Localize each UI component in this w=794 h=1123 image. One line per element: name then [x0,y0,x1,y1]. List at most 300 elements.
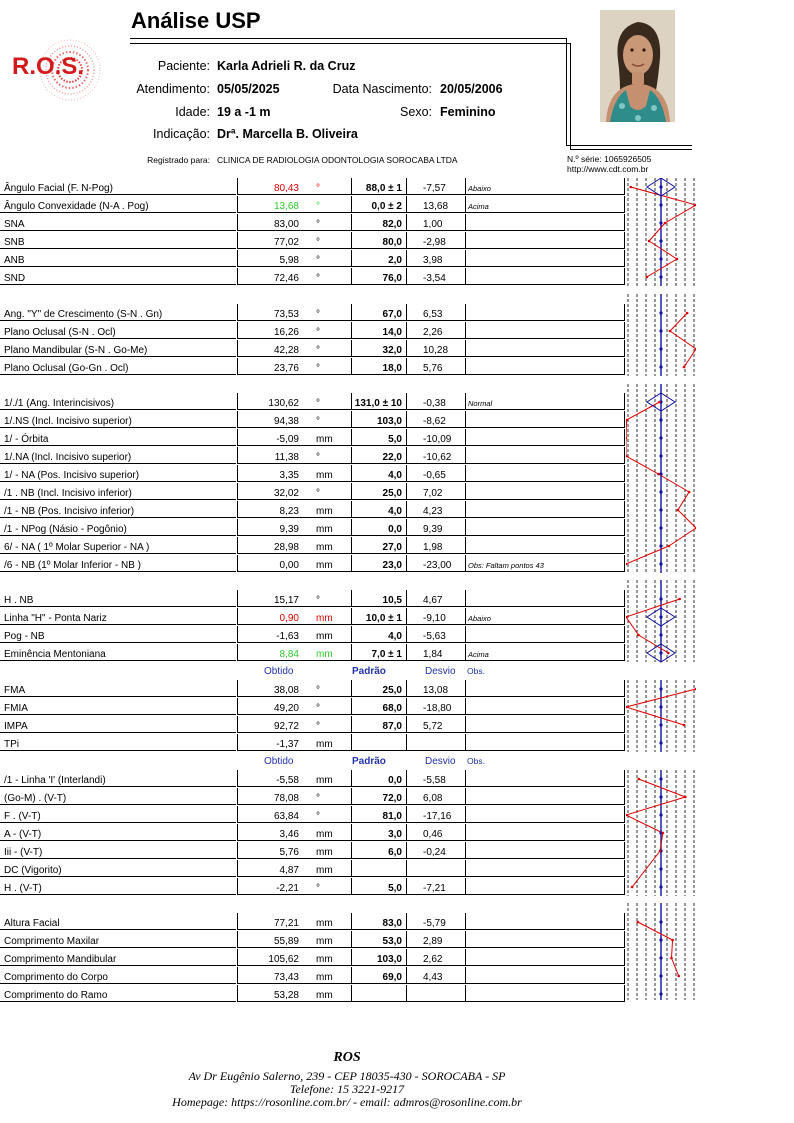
obtido-value: 8,84 [279,649,299,660]
obtido-value: 32,02 [273,488,299,499]
measure-obs [465,358,625,375]
measure-padrao: 131,0 ± 10 [351,393,406,410]
measure-desvio: -3,54 [406,268,465,285]
graph-deviation-segment [638,635,668,653]
graph-standard-point [659,651,662,654]
measure-obs [465,214,625,231]
measure-padrao: 76,0 [351,268,406,285]
measure-padrao: 0,0 ± 2 [351,196,406,213]
obtido-value: 73,43 [273,972,299,983]
obtido-unit: mm [316,434,333,445]
graph-standard-point [659,454,662,457]
measure-desvio: 7,02 [406,483,465,500]
measure-obtido [237,860,351,877]
obtido-value: 94,38 [273,416,299,427]
obtido-value: 28,98 [273,542,299,553]
measure-obs [465,860,625,877]
measure-desvio: -5,63 [406,626,465,643]
graph-standard-point [659,490,662,493]
measure-name: A - (V-T) [0,824,236,841]
graph-deviation-point [669,330,672,333]
obtido-value: 5,76 [279,847,299,858]
graph-deviation-segment [678,510,696,528]
graph-deviation-point [670,957,673,960]
header-obtido-2: Obtido [264,756,294,767]
sexo-label: Sexo: [400,105,432,119]
graph-deviation-point [637,634,640,637]
paciente-value: Karla Adrieli R. da Cruz [217,59,356,73]
graph-deviation-segment [671,940,672,958]
measure-obtido [237,770,351,787]
measure-desvio: 0,46 [406,824,465,841]
measure-name: F . (V-T) [0,806,236,823]
measure-padrao: 4,0 [351,501,406,518]
header-frame-bottom [566,145,692,146]
obtido-value: 23,76 [273,363,299,374]
measure-desvio: 4,67 [406,590,465,607]
measure-padrao: 5,0 [351,878,406,895]
graph-standard-point [659,347,662,350]
obtido-value: 72,46 [273,273,299,284]
measure-desvio [406,860,465,877]
header-frame-bottom-inner [570,149,692,150]
graph-deviation-point [678,598,681,601]
measure-obs [465,698,625,715]
obtido-value: 78,08 [273,793,299,804]
graph-deviation-segment [658,474,689,492]
measure-desvio: -9,10 [406,608,465,625]
graph-standard-point [659,185,662,188]
obtido-unit: ° [316,721,320,732]
obtido-unit: mm [316,649,333,660]
obtido-value: 9,39 [279,524,299,535]
obtido-value: 83,00 [273,219,299,230]
graph-deviation-segment [626,420,627,438]
obtido-unit: mm [316,936,333,947]
obtido-unit: ° [316,273,320,284]
measure-desvio: -23,00 [406,555,465,572]
obtido-value: 77,21 [273,918,299,929]
graph-standard-point [659,365,662,368]
measure-obs [465,232,625,249]
header-desvio-1: Desvio [425,666,456,677]
graph-standard-point [659,436,662,439]
measure-name: Eminência Mentoniana [0,644,236,661]
measure-desvio: -10,09 [406,429,465,446]
measure-name: H . (V-T) [0,878,236,895]
obtido-unit: ° [316,811,320,822]
measure-obtido [237,429,351,446]
obtido-value: 4,87 [279,865,299,876]
measure-name: 1/./1 (Ang. Interincisivos) [0,393,236,410]
measure-obtido [237,716,351,733]
sexo-value: Feminino [440,105,496,119]
obtido-unit: ° [316,398,320,409]
measure-obs: Normal [465,393,625,410]
measure-obtido [237,698,351,715]
measure-padrao: 88,0 ± 1 [351,178,406,195]
graph-deviation-point [671,939,674,942]
measure-name: 1/ - NA (Pos. Incisivo superior) [0,465,236,482]
measure-name: /1 - NPog (Násio - Pogônio) [0,519,236,536]
measure-padrao: 72,0 [351,788,406,805]
obtido-value: 77,02 [273,237,299,248]
indicacao-label: Indicação: [153,127,210,141]
measure-obs [465,429,625,446]
site-url: http://www.cdt.com.br [567,164,649,174]
header-obtido-1: Obtido [264,666,294,677]
measure-padrao: 3,0 [351,824,406,841]
measure-name: 1/ - Órbita [0,429,236,446]
measure-name: FMIA [0,698,236,715]
obtido-unit: ° [316,595,320,606]
graph-standard-point [659,257,662,260]
graph-deviation-point [658,401,661,404]
measure-padrao: 67,0 [351,304,406,321]
obtido-unit: ° [316,327,320,338]
measure-desvio: 6,53 [406,304,465,321]
graph-standard-point [659,938,662,941]
measure-padrao: 0,0 [351,519,406,536]
graph-deviation-segment [626,456,658,474]
measure-obs: Abaixo [465,608,625,625]
graph-deviation-point [662,832,665,835]
obtido-value: 73,53 [273,309,299,320]
measure-obs [465,537,625,554]
obtido-value: 80,43 [273,183,299,194]
measure-obs [465,590,625,607]
measure-obs: Acima [465,644,625,661]
measure-obs [465,734,625,751]
obtido-value: 0,90 [279,613,299,624]
graph-standard-point [659,544,662,547]
measure-desvio: 13,08 [406,680,465,697]
obtido-value: -1,37 [276,739,299,750]
obtido-unit: mm [316,829,333,840]
measure-padrao: 69,0 [351,967,406,984]
measure-obtido [237,447,351,464]
ros-logo [10,38,120,108]
measure-padrao: 68,0 [351,698,406,715]
measure-name: /1 . NB (Incl. Incisivo inferior) [0,483,236,500]
measure-obtido [237,501,351,518]
measure-name: (Go-M) . (V-T) [0,788,236,805]
measure-obtido [237,555,351,572]
graph-deviation-segment [665,205,696,223]
measure-name: /1 - NB (Pos. Incisivo inferior) [0,501,236,518]
measure-desvio: 4,43 [406,967,465,984]
measure-obs [465,770,625,787]
measure-obs [465,304,625,321]
measure-padrao: 53,0 [351,931,406,948]
graph-standard-point [659,705,662,708]
measure-obs [465,483,625,500]
registrado-value: CLINICA DE RADIOLOGIA ODONTOLOGIA SOROCABA LTDA [217,155,458,165]
graph-deviation-segment [671,958,678,976]
obtido-unit: mm [316,972,333,983]
measure-name: Ângulo Convexidade (N-A . Pog) [0,196,236,213]
measure-name: 1/.NA (Incl. Incisivo superior) [0,447,236,464]
graph-deviation-point [657,473,660,476]
footer-org: ROS [333,1050,361,1065]
graph-standard-point [659,472,662,475]
measure-name: Linha "H" - Ponta Nariz [0,608,236,625]
footer-address: Av Dr Eugênio Salerno, 239 - CEP 18035-430 - SOROCABA - SP [188,1069,506,1083]
indicacao-value: Drª. Marcella B. Oliveira [217,127,358,141]
obtido-unit: ° [316,309,320,320]
graph-deviation-point [629,186,632,189]
graph-standard-point [659,526,662,529]
measure-padrao: 87,0 [351,716,406,733]
graph-deviation-point [659,850,662,853]
measure-name: Plano Oclusal (S-N . Ocl) [0,322,236,339]
measure-padrao: 25,0 [351,680,406,697]
obtido-unit: mm [316,506,333,517]
serie-info [567,154,651,174]
obtido-unit: ° [316,488,320,499]
measure-desvio: -0,38 [406,393,465,410]
header-obs-1: Obs. [467,666,485,676]
serie-number: N.º série: 1065926505 [567,154,652,164]
measure-obtido [237,268,351,285]
graph-deviation-segment [626,815,663,833]
measure-padrao: 18,0 [351,358,406,375]
graph-standard-point [659,992,662,995]
obtido-unit: ° [316,883,320,894]
measure-desvio: -0,24 [406,842,465,859]
graph-deviation-point [637,921,640,924]
measure-obtido [237,913,351,930]
obtido-unit: mm [316,560,333,571]
graph-deviation-point [684,796,687,799]
measure-obs [465,824,625,841]
obtido-value: -5,09 [276,434,299,445]
measure-obs [465,322,625,339]
graph-standard-point [659,867,662,870]
graph-deviation-point [667,652,670,655]
obtido-unit: ° [316,219,320,230]
graph-deviation-point [637,778,640,781]
measure-obs [465,465,625,482]
obtido-unit: mm [316,631,333,642]
measure-desvio: -8,62 [406,411,465,428]
graph-deviation-segment [647,259,677,277]
obtido-unit: ° [316,793,320,804]
measure-padrao: 7,0 ± 1 [351,644,406,661]
measure-obtido [237,465,351,482]
graph-standard-point [659,956,662,959]
obtido-unit: ° [316,363,320,374]
measure-obtido [237,178,351,195]
measure-obtido [237,608,351,625]
obtido-value: 42,28 [273,345,299,356]
measure-padrao: 82,0 [351,214,406,231]
deviation-graph [626,178,696,1000]
measure-obtido [237,519,351,536]
paciente-label: Paciente: [157,59,210,73]
measure-name: /1 - Linha 'I' (Interlandi) [0,770,236,787]
obtido-unit: mm [316,775,333,786]
graph-standard-point [659,633,662,636]
measure-desvio: 2,89 [406,931,465,948]
measure-padrao [351,734,406,751]
measure-name: Comprimento do Ramo [0,985,236,1002]
measure-padrao: 27,0 [351,537,406,554]
obtido-value: 92,72 [273,721,299,732]
measure-obtido [237,393,351,410]
graph-deviation-point [695,688,696,691]
graph-deviation-point [626,437,627,440]
idade-value: 19 a -1 m [217,105,271,119]
measure-obtido [237,250,351,267]
measure-name: FMA [0,680,236,697]
measure-name: Comprimento do Corpo [0,967,236,984]
obtido-unit: mm [316,847,333,858]
measure-name: Plano Oclusal (Go-Gn . Ocl) [0,358,236,375]
graph-deviation-point [631,886,634,889]
nascimento-value: 20/05/2006 [440,82,503,96]
measure-name: /6 - NB (1º Molar Inferior - NB ) [0,555,236,572]
measure-obtido [237,358,351,375]
measure-obtido [237,644,351,661]
graph-deviation-segment [626,546,669,564]
graph-standard-point [659,795,662,798]
measure-obtido [237,232,351,249]
obtido-unit: ° [316,452,320,463]
measure-obtido [237,340,351,357]
obtido-value: -2,21 [276,883,299,894]
measure-name: Ang. "Y" de Crescimento (S-N . Gn) [0,304,236,321]
nascimento-label: Data Nascimento: [332,82,432,96]
measure-obtido [237,537,351,554]
measure-obs [465,519,625,536]
measure-name: Iii - (V-T) [0,842,236,859]
footer-phone: Telefone: 15 3221-9217 [289,1082,405,1096]
measure-obtido [237,967,351,984]
measure-padrao: 25,0 [351,483,406,500]
obtido-value: -5,58 [276,775,299,786]
graph-deviation-point [664,222,667,225]
obtido-value: 13,68 [273,201,299,212]
obtido-value: 3,35 [279,470,299,481]
measure-name: Ângulo Facial (F. N-Pog) [0,178,236,195]
measure-padrao: 4,0 [351,465,406,482]
graph-deviation-point [683,366,686,369]
measure-desvio [406,985,465,1002]
registrado-label: Registrado para: [147,155,210,165]
measure-desvio: 1,84 [406,644,465,661]
measure-desvio: 1,98 [406,537,465,554]
graph-deviation-point [686,312,689,315]
graph-standard-point [659,741,662,744]
graph-standard-point [659,723,662,726]
footer-homepage: Homepage: https://rosonline.com.br/ - email: admros@rosonline.com.br [172,1095,522,1109]
obtido-unit: mm [316,918,333,929]
measure-name: Altura Facial [0,913,236,930]
graph-deviation-segment [670,313,687,331]
measure-obtido [237,985,351,1002]
measure-padrao: 10,0 ± 1 [351,608,406,625]
measure-desvio: 2,26 [406,322,465,339]
graph-standard-point [659,974,662,977]
graph-standard-point [659,615,662,618]
measure-obtido [237,626,351,643]
measure-padrao: 23,0 [351,555,406,572]
measure-obs [465,931,625,948]
graph-standard-point [659,920,662,923]
page-title: Análise USP [131,8,261,33]
graph-deviation-segment [626,797,685,815]
measure-name: 1/.NS (Incl. Incisivo superior) [0,411,236,428]
measure-name: SND [0,268,236,285]
measure-name: Plano Mandibular (S-N . Go-Me) [0,340,236,357]
measure-padrao: 5,0 [351,429,406,446]
obtido-unit: mm [316,470,333,481]
measure-name: Comprimento Mandibular [0,949,236,966]
graph-standard-point [659,418,662,421]
header-padrao-1: Padrão [352,666,386,677]
measure-padrao: 0,0 [351,770,406,787]
obtido-value: 0,00 [279,560,299,571]
obtido-value: 8,23 [279,506,299,517]
measure-obs [465,788,625,805]
measure-obs [465,626,625,643]
graph-deviation-segment [669,528,696,546]
measure-desvio: -18,80 [406,698,465,715]
obtido-value: 38,08 [273,685,299,696]
measure-padrao: 4,0 [351,626,406,643]
measure-obtido [237,590,351,607]
obtido-unit: mm [316,739,333,750]
measure-obs [465,340,625,357]
measure-desvio: 6,08 [406,788,465,805]
measure-obtido [237,680,351,697]
graph-deviation-segment [627,402,660,420]
measure-name: H . NB [0,590,236,607]
obtido-value: 55,89 [273,936,299,947]
graph-standard-point [659,687,662,690]
measure-obtido [237,322,351,339]
graph-standard-point [659,329,662,332]
header-padrao-2: Padrão [352,756,386,767]
measure-obs: Acima [465,196,625,213]
measure-desvio: 5,72 [406,716,465,733]
measure-padrao: 103,0 [351,411,406,428]
measure-obs [465,878,625,895]
measure-padrao: 81,0 [351,806,406,823]
measure-name: TPi [0,734,236,751]
measure-obtido [237,483,351,500]
graph-standard-point [659,885,662,888]
obtido-unit: ° [316,255,320,266]
obtido-value: 15,17 [273,595,299,606]
measure-obs: Obs: Faltam pontos 43 [465,555,625,572]
graph-deviation-point [626,706,627,709]
measure-obtido [237,842,351,859]
patient-photo [600,10,675,122]
obtido-unit: mm [316,542,333,553]
graph-standard-point [659,813,662,816]
measure-obtido [237,824,351,841]
measure-obtido [237,931,351,948]
measure-desvio: -5,79 [406,913,465,930]
obtido-value: 130,62 [268,398,299,409]
measure-padrao: 10,5 [351,590,406,607]
measure-obs [465,806,625,823]
measure-obs [465,411,625,428]
measure-padrao: 22,0 [351,447,406,464]
obtido-unit: ° [316,183,320,194]
